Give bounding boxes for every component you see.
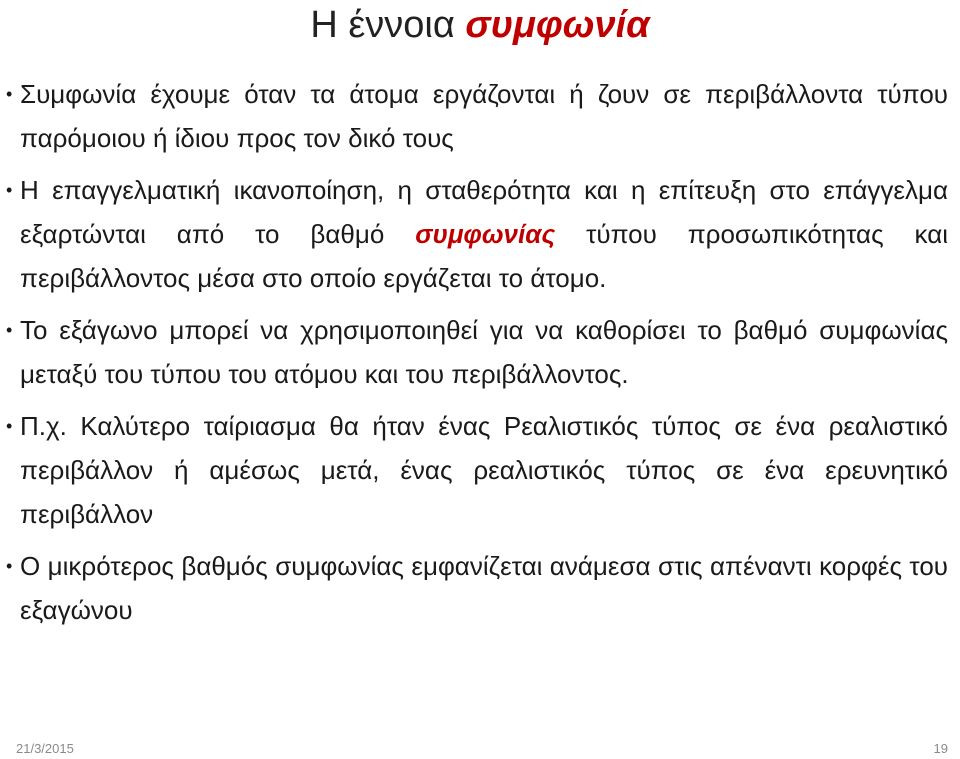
bullet-text: Ο μικρότερος βαθμός συμφωνίας εμφανίζεται ανάμεσα στις απέναντι κορφές του εξαγώνου	[20, 551, 948, 625]
footer-date: 21/3/2015	[16, 741, 74, 756]
slide-title	[0, 2, 960, 48]
bullet-item-3	[6, 308, 948, 396]
bullet-text-after: τύπου προσωπικότητας και περιβάλλοντος μέσα στο οποίο εργάζεται το άτομο.	[20, 219, 948, 293]
bullet-icon: •	[6, 180, 13, 200]
footer-page-number: 19	[933, 741, 948, 756]
bullet-icon: •	[6, 84, 13, 104]
bullet-text: Το εξάγωνο μπορεί να χρησιμοποιηθεί για να καθορίσει το βαθμό συμφωνίας μεταξύ του τύπου του ατόμου και του περιβάλλοντος.	[20, 315, 948, 389]
bullet-icon: •	[6, 320, 13, 340]
bullet-item-4	[6, 404, 948, 536]
bullet-icon: •	[6, 416, 13, 436]
bullet-text: Συμφωνία έχουμε όταν τα άτομα εργάζονται ή ζουν σε περιβάλλοντα τύπου παρόμοιου ή ίδιου προς τον δικό τους	[20, 79, 948, 153]
bullet-text-before: Η επαγγελματική ικανοποίηση, η σταθερότητα και η επίτευξη στο επάγγελμα εξαρτώνται από το βαθμό	[20, 175, 948, 249]
bullet-icon: •	[6, 556, 13, 576]
bullet-item-2	[6, 168, 948, 300]
bullet-item-5	[6, 544, 948, 632]
bullet-text: Π.χ. Καλύτερο ταίριασμα θα ήταν ένας Ρεαλιστικός τύπος σε ένα ρεαλιστικό περιβάλλον ή αμέσως μετά, ένας ρεαλιστικός τύπος σε ένα ερευνητικό περιβάλλον	[20, 411, 948, 529]
bullet-item-1	[6, 72, 948, 160]
slide-title-plain: Η έννοια	[310, 4, 466, 46]
bullet-list	[6, 72, 948, 640]
slide-title-emphasis: συμφωνία	[465, 4, 650, 46]
bullet-text-emphasis: συμφωνίας	[415, 219, 556, 249]
